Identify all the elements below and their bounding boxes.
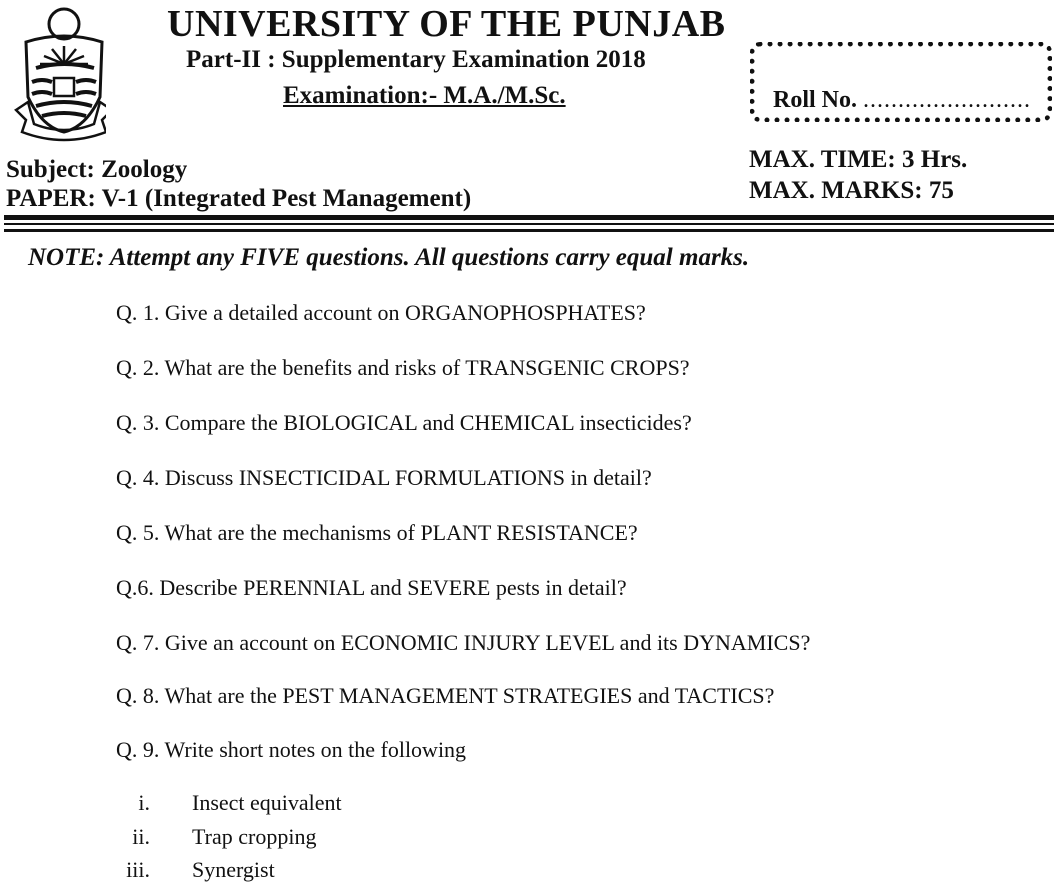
- short-note-item: Synergist: [192, 857, 275, 882]
- short-note-number: ii.: [132, 824, 150, 849]
- paper-label: PAPER: V-1 (Integrated Pest Management): [6, 185, 472, 212]
- short-note-number: i.: [138, 790, 150, 815]
- short-note-item: Trap cropping: [192, 824, 317, 849]
- instructions-note: NOTE: Attempt any FIVE questions. All questions carry equal marks.: [28, 244, 750, 271]
- question-5: Q. 5. What are the mechanisms of PLANT RESISTANCE?: [116, 520, 638, 545]
- roll-number-field[interactable]: [773, 87, 1031, 114]
- question-1: Q. 1. Give a detailed account on ORGANOPHOSPHATES?: [116, 300, 646, 325]
- header-divider-thin: [4, 229, 1054, 232]
- roll-number-blank: ........................: [863, 87, 1031, 113]
- roll-number-box: [750, 42, 1052, 122]
- short-note-item: Insect equivalent: [192, 790, 342, 815]
- header-divider-mid: [4, 223, 1054, 225]
- short-note-number: iii.: [126, 857, 150, 882]
- max-time-label: MAX. TIME: 3 Hrs.: [749, 146, 968, 173]
- university-crest-icon: [6, 2, 106, 150]
- question-3: Q. 3. Compare the BIOLOGICAL and CHEMICAL insecticides?: [116, 410, 692, 435]
- examination-heading: Examination:- M.A./M.Sc.: [283, 82, 566, 109]
- exam-part-heading: Part-II : Supplementary Examination 2018: [186, 46, 646, 73]
- university-title: UNIVERSITY OF THE PUNJAB: [167, 3, 726, 45]
- question-6: Q.6. Describe PERENNIAL and SEVERE pests in detail?: [116, 575, 627, 600]
- question-2: Q. 2. What are the benefits and risks of TRANSGENIC CROPS?: [116, 355, 690, 380]
- max-marks-label: MAX. MARKS: 75: [749, 177, 954, 204]
- question-4: Q. 4. Discuss INSECTICIDAL FORMULATIONS in detail?: [116, 465, 652, 490]
- question-8: Q. 8. What are the PEST MANAGEMENT STRATEGIES and TACTICS?: [116, 683, 775, 708]
- header-divider-thick: [4, 215, 1054, 220]
- question-7: Q. 7. Give an account on ECONOMIC INJURY LEVEL and its DYNAMICS?: [116, 630, 811, 655]
- subject-label: Subject: Zoology: [6, 156, 188, 183]
- question-9: Q. 9. Write short notes on the following: [116, 737, 467, 762]
- roll-number-label: Roll No.: [773, 87, 857, 113]
